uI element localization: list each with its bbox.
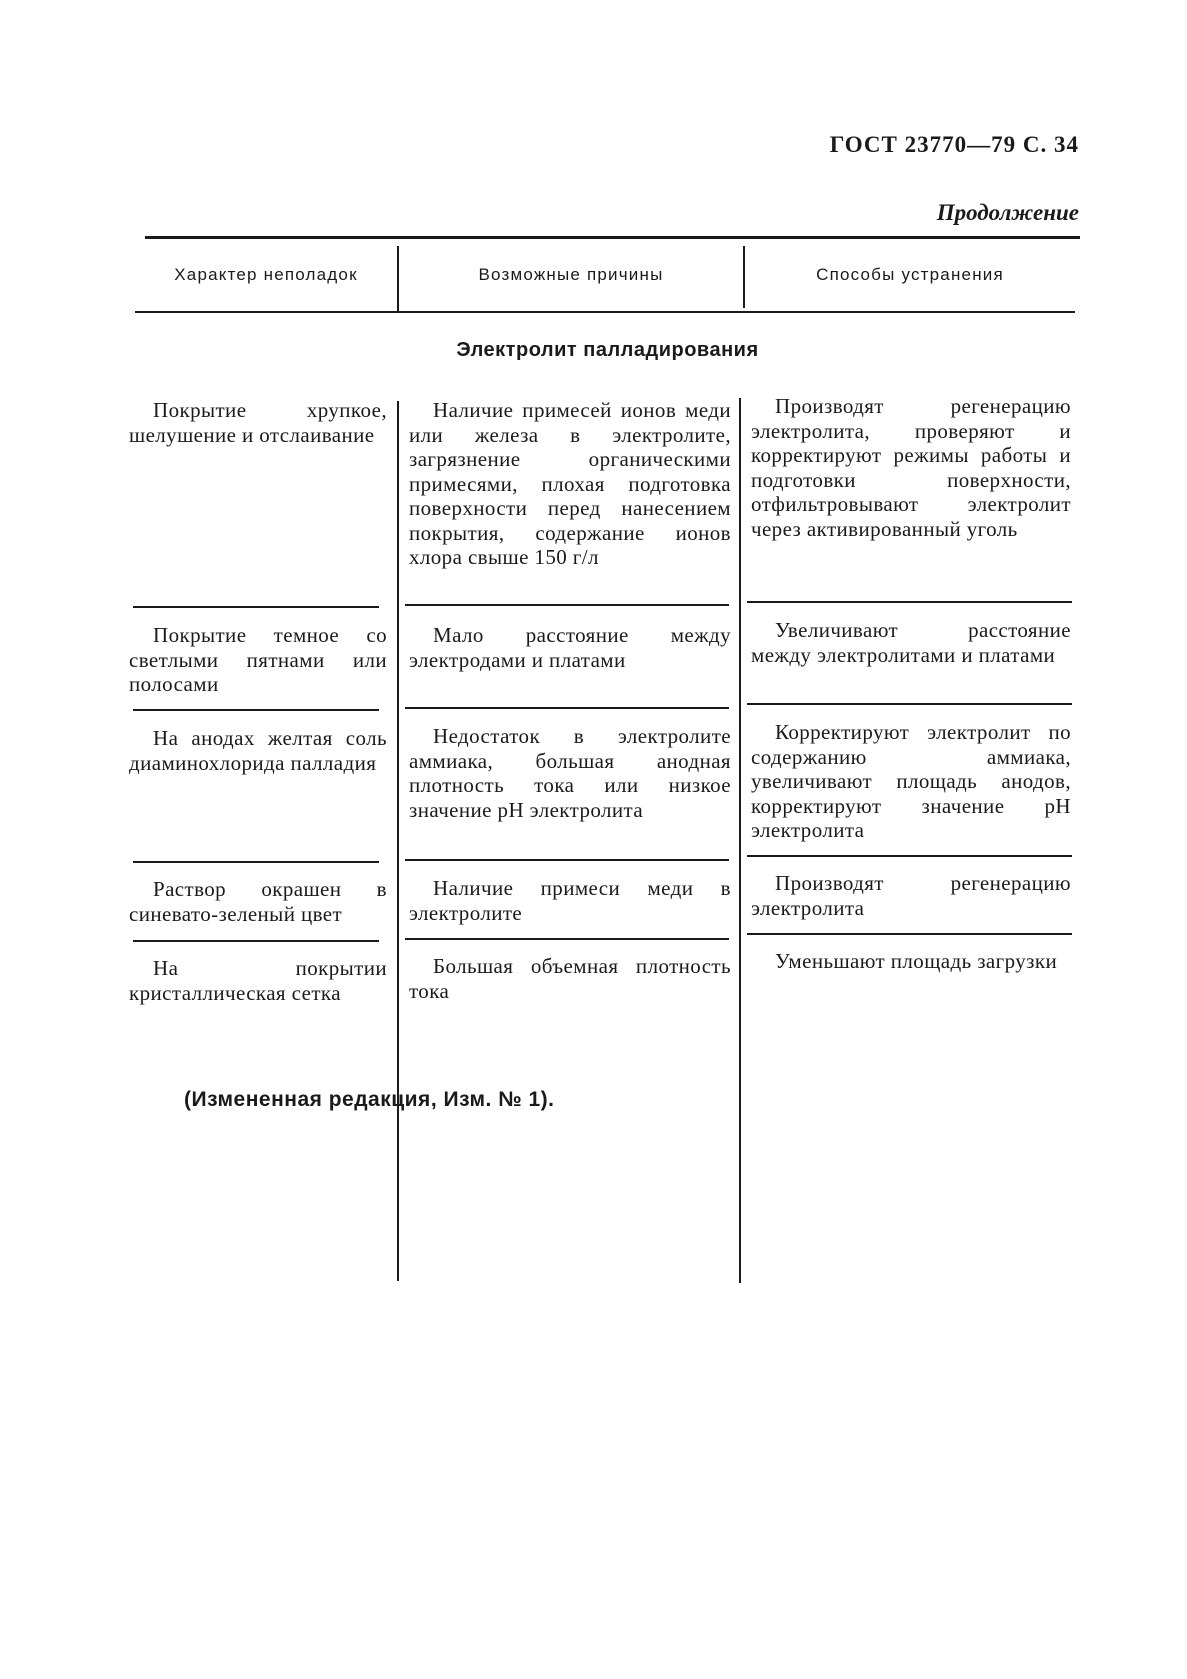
footnote: (Измененная редакция, Изм. № 1). [184,1088,555,1111]
row1-rule-fault [133,606,379,608]
section-title: Электролит палладирования [456,339,759,361]
row1-fault: Покрытие хрупкое, шелушение и отслаивание [129,398,387,447]
page-header: ГОСТ 23770—79 С. 34 [829,132,1079,157]
row4-rule-fault [133,940,379,942]
row3-cause: Недостаток в электролите аммиака, большая анодная плотность тока или низкое значение pH электролита [409,724,731,822]
row4-remedy: Производят регенерацию электролита [751,871,1071,920]
table-header-row [135,239,1080,311]
row1-rule-cause [405,604,729,606]
row3-rule-remedy [747,855,1072,857]
row5-fault: На покрытии кристаллическая сетка [129,956,387,1005]
row2-remedy: Увеличивают расстояние между электролитами и платами [751,618,1071,667]
body-divider-2 [739,398,741,1283]
row3-rule-cause [405,859,729,861]
header-divider-1 [397,246,399,313]
row2-rule-remedy [747,703,1072,705]
row4-rule-remedy [747,933,1072,935]
row1-cause: Наличие примесей ионов меди или железа в электролите, загрязнение органическими примесями, плохая подготовка поверхности перед нанесением покрытия, содержание ионов хлора свыше 150 г/л [409,398,731,569]
row1-rule-remedy [747,601,1072,603]
header-cause: Возможные причины [478,265,664,284]
row1-remedy: Производят регенерацию электролита, проверяют и корректируют режимы работы и подготовки поверхности, отфильтровывают электролит через активированный уголь [751,394,1071,541]
header-bottom-rule [135,311,1075,313]
row3-rule-fault [133,861,379,863]
row4-rule-cause [405,938,729,940]
row5-cause: Большая объемная плотность тока [409,954,731,1003]
row2-cause: Мало расстояние между электродами и платами [409,623,731,672]
row2-rule-cause [405,707,729,709]
header-divider-2 [743,246,745,308]
header-remedy: Способы устранения [816,265,1004,284]
row4-fault: Раствор окрашен в синевато-зеленый цвет [129,877,387,926]
row5-remedy: Уменьшают площадь загрузки [775,949,1058,973]
header-fault: Характер неполадок [174,265,358,284]
row2-fault: Покрытие темное со светлыми пятнами или полосами [129,623,387,696]
row3-remedy: Корректируют электролит по содержанию аммиака, увеличивают площадь анодов, корректируют значение pH электролита [751,720,1071,842]
row2-rule-fault [133,709,379,711]
continuation-label: Продолжение [936,200,1079,225]
body-divider-1 [397,401,399,1281]
row3-fault: На анодах желтая соль диаминохлорида палладия [129,726,387,775]
row4-cause: Наличие примеси меди в электролите [409,876,731,925]
